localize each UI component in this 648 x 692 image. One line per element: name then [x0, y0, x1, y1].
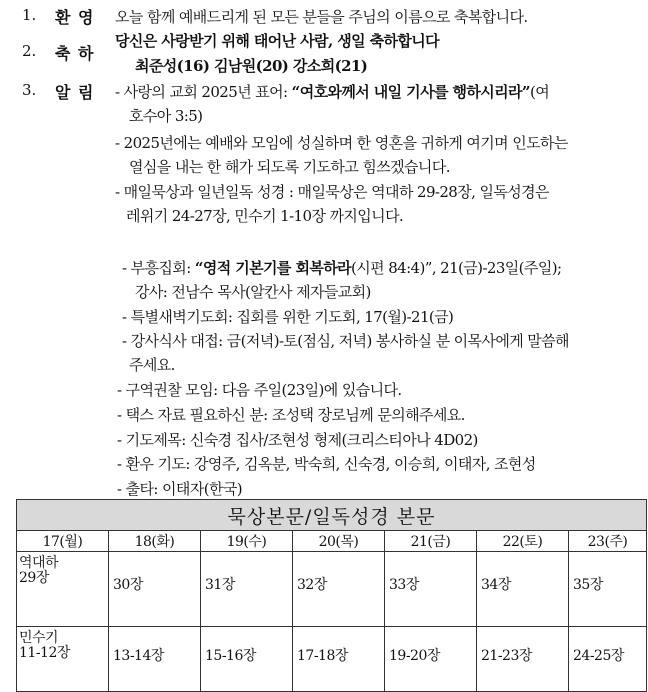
table-cell	[17, 627, 109, 692]
day-header: 19(수)	[201, 531, 293, 552]
birthday-message: 당신은 사랑받기 위해 태어난 사람, 생일 축하합니다	[115, 32, 440, 50]
day-header: 17(월)	[17, 531, 109, 552]
section-heading-welcome: 환 영	[55, 8, 95, 27]
motto-verse: “여호와께서 내일 기사를 행하시리라”	[291, 83, 530, 101]
announcement-tax-docs: - 택스 자료 필요하신 분: 조성택 장로님께 문의해주세요.	[117, 406, 465, 424]
announcement-reading-plan: - 매일묵상과 일년일독 성경 : 매일묵상은 역대하 29-28장, 일독성경은	[115, 183, 549, 201]
announcement-speaker-meals: - 강사식사 대접: 금(저녁)-토(점심, 저녁) 봉사하실 분 이목사에게 말씀해	[122, 332, 569, 350]
announcement-revival	[122, 257, 561, 278]
day-header: 22(토)	[477, 531, 569, 552]
announcement-year-goal-cont: 열심을 내는 한 해가 되도록 기도하고 힘쓰겠습니다.	[129, 158, 450, 176]
chapter-value: 34장	[477, 552, 569, 627]
day-header: 18(화)	[109, 531, 201, 552]
day-header: 20(목)	[293, 531, 385, 552]
chapter-value: 15-16장	[201, 627, 293, 692]
reading-schedule-table	[16, 499, 647, 692]
announcement-motto	[115, 81, 549, 102]
table-cell	[17, 552, 109, 627]
revival-theme: “영적 기본기를 회복하라	[194, 259, 352, 277]
book-label: 민수기	[19, 630, 59, 646]
chapter-value: 29장	[19, 570, 49, 586]
announcement-district-meeting: - 구역권찰 모임: 다음 주일(23일)에 있습니다.	[117, 381, 402, 399]
chapter-value: 24-25장	[569, 627, 647, 692]
day-header: 21(금)	[385, 531, 477, 552]
section-number: 3.	[22, 81, 37, 99]
announcement-away: - 출타: 이태자(한국)	[117, 480, 242, 498]
book-label: 역대하	[19, 555, 59, 571]
table-row	[17, 627, 647, 692]
revival-prefix: - 부흥집회:	[122, 259, 195, 277]
motto-suffix: (여	[529, 83, 550, 101]
chapter-value: 21-23장	[477, 627, 569, 692]
motto-reference: 호수아 3:5)	[129, 107, 203, 125]
chapter-value: 30장	[109, 552, 201, 627]
chapter-value: 13-14장	[109, 627, 201, 692]
chapter-value: 17-18장	[293, 627, 385, 692]
section-number: 1.	[22, 6, 37, 24]
chapter-value: 11-12장	[19, 645, 70, 661]
announcement-reading-plan-cont: 레위기 24-27장, 민수기 1-10장 까지입니다.	[126, 207, 404, 225]
announcement-sick-prayer: - 환우 기도: 강영주, 김옥분, 박숙희, 신숙경, 이승희, 이태자, 조현성	[117, 455, 536, 473]
table-title: 묵상본문/일독성경 본문	[17, 500, 647, 531]
revival-dates: (시편 84:4)”, 21(금)-23일(주일);	[351, 259, 562, 277]
chapter-value: 19-20장	[385, 627, 477, 692]
announcement-dawn-prayer: - 특별새벽기도회: 집회를 위한 기도회, 17(월)-21(금)	[122, 308, 454, 326]
announcement-year-goal: - 2025년에는 예배와 모임에 성실하며 한 영혼을 귀하게 여기며 인도하는	[115, 134, 568, 152]
section-heading-announcements: 알 림	[55, 83, 95, 102]
section-heading-congrats: 축 하	[55, 44, 95, 63]
day-header: 23(주)	[569, 531, 647, 552]
chapter-value: 31장	[201, 552, 293, 627]
motto-prefix: - 사랑의 교회 2025년 표어:	[115, 83, 292, 101]
chapter-value: 32장	[293, 552, 385, 627]
birthday-names: 최준성(16) 김남원(20) 강소희(21)	[135, 57, 368, 75]
table-row	[17, 552, 647, 627]
section-number: 2.	[22, 42, 37, 60]
chapter-value: 35장	[569, 552, 647, 627]
chapter-value: 33장	[385, 552, 477, 627]
welcome-text: 오늘 함께 예배드리게 된 모든 분들을 주님의 이름으로 축복합니다.	[115, 8, 528, 26]
announcement-prayer-topics: - 기도제목: 신숙경 집사/조현성 형제(크리스티아나 4D02)	[117, 431, 478, 449]
announcement-speaker-meals-cont: 주세요.	[129, 356, 175, 374]
revival-speaker: 강사: 전남수 목사(알칸사 제자들교회)	[135, 283, 371, 301]
